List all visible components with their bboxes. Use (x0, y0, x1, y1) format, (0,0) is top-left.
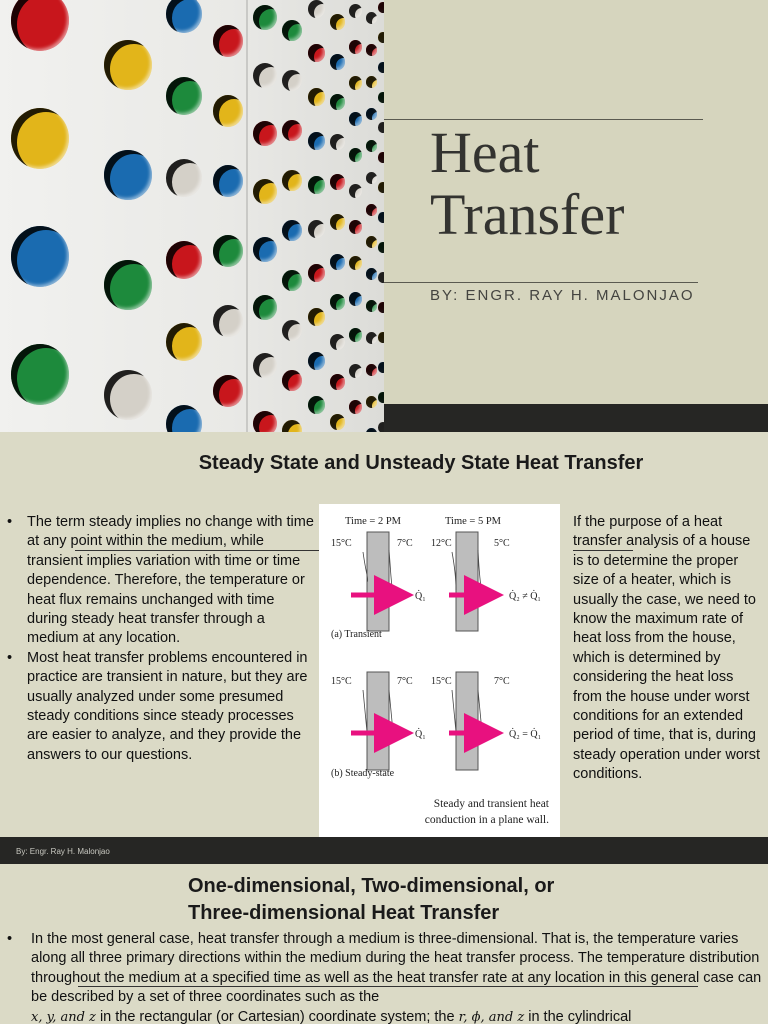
underline-decoration (78, 986, 698, 987)
wall-hole (282, 170, 302, 191)
body-paragraph (7, 930, 767, 1024)
wall-hole (349, 400, 362, 414)
wall-hole (378, 182, 384, 193)
wall-hole (366, 396, 377, 408)
wall-hole (330, 174, 345, 190)
wall-hole (330, 294, 345, 310)
wall-hole (253, 121, 277, 146)
wall-right-transient (456, 532, 478, 631)
wall-hole (330, 414, 345, 430)
wall-hole (308, 176, 325, 194)
temp-label: 7°C (397, 538, 413, 549)
wall-hole (366, 172, 377, 184)
wall-hole (349, 112, 362, 126)
wall-hole (166, 241, 202, 279)
conduction-figure (319, 504, 560, 837)
math-expression: r, ϕ, and z (458, 1009, 525, 1024)
math-expression: x, y, and z (31, 1009, 96, 1024)
heat-rate-label: Q̇₁ (415, 591, 426, 602)
wall-hole (366, 76, 377, 88)
slide-title-line-2: Three-dimensional Heat Transfer (188, 902, 500, 924)
wall-hole (349, 220, 362, 234)
wall-hole (366, 332, 377, 344)
wall-hole (330, 214, 345, 230)
wall-left-steady (367, 672, 389, 770)
wall-hole (378, 212, 384, 223)
heat-rate-label: Q̇₁ (415, 729, 426, 740)
wall-hole (366, 108, 377, 120)
wall-hole (253, 411, 277, 432)
wall-hole (253, 353, 277, 378)
wall-hole (349, 292, 362, 306)
dimensional-slide (0, 864, 768, 1024)
wall-hole (349, 184, 362, 198)
wall-hole (378, 32, 384, 43)
wall-hole (213, 95, 243, 127)
wall-hole (213, 305, 243, 337)
temp-label: 15°C (331, 538, 352, 549)
wall-hole (166, 159, 202, 197)
bullet-item: • The term steady implies no change with time at any point within the medium, while transient implies variation with time or time dependence. Therefore, the temperature or heat flux remains unchanged with time during steady heat transfer through a medium at any location. (7, 513, 317, 649)
wall-hole (253, 295, 277, 320)
wall-hole (282, 270, 302, 291)
wall-hole (378, 272, 384, 283)
wall-hole (378, 362, 384, 373)
wall-hole (378, 62, 384, 73)
wall-hole (330, 54, 345, 70)
wall-hole (378, 242, 384, 253)
wall-hole (366, 364, 377, 376)
wall-hole (253, 63, 277, 88)
wall-hole (366, 300, 377, 312)
wall-hole (349, 364, 362, 378)
steady-state-slide (0, 432, 768, 864)
wall-hole (330, 14, 345, 30)
wall-hole (349, 328, 362, 342)
title-line-1: Heat (430, 120, 540, 185)
wall-hole (282, 370, 302, 391)
temp-label: 7°C (397, 676, 413, 687)
paragraph-part: in the rectangular (or Cartesian) coordinate system; the (99, 1008, 455, 1024)
temp-label: 15°C (431, 676, 452, 687)
time-label-left: Time = 2 PM (345, 516, 402, 527)
wall-hole (378, 92, 384, 103)
wall-hole (213, 235, 243, 267)
wall-hole (282, 220, 302, 241)
wall-hole (378, 302, 384, 313)
wall-hole (166, 0, 202, 33)
wall-hole (378, 2, 384, 13)
wall-hole (378, 392, 384, 403)
wall-hole (330, 94, 345, 110)
wall-hole (282, 20, 302, 41)
paragraph-part: In the most general case, heat transfer through a medium is three-dimensional. That is, the temperature varies along all three primary directions within the medium during the heat transfer process. The temperature distribution throughout the medium at a specified time as well as the heat transfer rate at any location in this general case can be described by a set of three coordinates such as the (31, 931, 762, 1006)
slide-title (188, 873, 748, 927)
wall-hole (378, 122, 384, 133)
right-paragraph: If the purpose of a heat transfer analysis of a house is to determine the proper size of a heater, which is usually the case, we need to know the maximum rate of heat loss from the house, which is determined by considering the heat loss from the house under worst conditions for an extended period of time, that is, during steady operation under worst conditions. (573, 514, 760, 783)
temp-label: 7°C (494, 676, 510, 687)
wall-hole (282, 320, 302, 341)
wall-hole (11, 226, 69, 287)
wall-hole (282, 70, 302, 91)
wall-hole (308, 0, 325, 18)
title-line-2: Transfer (430, 182, 625, 247)
title-slide (0, 0, 768, 432)
wall-hole (253, 237, 277, 262)
figure-caption-line1: Steady and transient heat (433, 798, 549, 810)
wall-hole (308, 308, 325, 326)
wall-hole (366, 204, 377, 216)
wall-hole (366, 268, 377, 280)
wall-hole (308, 88, 325, 106)
figure-caption-a: (a) Transient (331, 629, 382, 640)
wall-hole (104, 40, 152, 90)
wall-hole (349, 148, 362, 162)
wall-hole (330, 374, 345, 390)
temp-label: 5°C (494, 538, 510, 549)
wall-hole (378, 332, 384, 343)
wall-hole (308, 132, 325, 150)
wall-hole (213, 165, 243, 197)
temp-label: 12°C (431, 538, 452, 549)
underline-decoration (573, 550, 633, 551)
wall-hole (104, 260, 152, 310)
photo-panel-seam (246, 0, 248, 432)
wall-hole (104, 370, 152, 420)
wall-hole (330, 254, 345, 270)
bullet-item: • Most heat transfer problems encountered in practice are transient in nature, but they are usually analyzed under some presumed steady conditions since steady processes are easier to analyze, and they provide the answers to our questions. (7, 649, 317, 765)
paragraph-text (7, 930, 767, 1024)
title-dark-band (384, 404, 768, 432)
time-label-right: Time = 5 PM (445, 516, 502, 527)
wall-hole (308, 44, 325, 62)
perforated-wall-photo (0, 0, 384, 432)
wall-hole (366, 236, 377, 248)
wall-hole (253, 179, 277, 204)
wall-hole (104, 150, 152, 200)
wall-hole (308, 396, 325, 414)
wall-hole (213, 25, 243, 57)
slide-title: Steady State and Unsteady State Heat Transfer (198, 452, 644, 474)
plane-wall-diagram (319, 504, 560, 837)
footer-band (0, 837, 768, 864)
wall-hole (166, 323, 202, 361)
wall-hole (11, 344, 69, 405)
heat-rate-label: Q̇₂ ≠ Q̇₁ (509, 591, 541, 602)
underline-decoration (75, 550, 320, 551)
wall-hole (166, 77, 202, 115)
wall-hole (349, 4, 362, 18)
temp-label: 15°C (331, 676, 352, 687)
author-byline: BY: ENGR. RAY H. MALONJAO (430, 287, 695, 304)
wall-hole (366, 12, 377, 24)
wall-hole (330, 134, 345, 150)
wall-hole (308, 352, 325, 370)
wall-hole (282, 420, 302, 432)
wall-left-transient (367, 532, 389, 631)
wall-hole (253, 5, 277, 30)
wall-hole (11, 0, 69, 51)
wall-hole (330, 334, 345, 350)
figure-caption-b: (b) Steady-state (331, 768, 395, 779)
presentation-title (430, 122, 624, 246)
wall-hole (213, 375, 243, 407)
wall-hole (349, 256, 362, 270)
slide-title-line-1: One-dimensional, Two-dimensional, or (188, 875, 555, 897)
heat-rate-label: Q̇₂ = Q̇₁ (509, 729, 542, 740)
wall-hole (349, 40, 362, 54)
wall-hole (366, 140, 377, 152)
wall-hole (366, 44, 377, 56)
footer-author: By: Engr. Ray H. Malonjao (16, 847, 110, 856)
wall-hole (308, 264, 325, 282)
wall-hole (282, 120, 302, 141)
figure-caption-line2: conduction in a plane wall. (424, 814, 549, 826)
wall-hole (378, 152, 384, 163)
wall-hole (166, 405, 202, 432)
title-rule-bottom (384, 282, 698, 283)
wall-right-steady (456, 672, 478, 770)
wall-hole (308, 220, 325, 238)
bullet-marker: • (7, 931, 13, 947)
wall-hole (11, 108, 69, 169)
paragraph-part: in the cylindrical (528, 1008, 632, 1024)
wall-hole (349, 76, 362, 90)
